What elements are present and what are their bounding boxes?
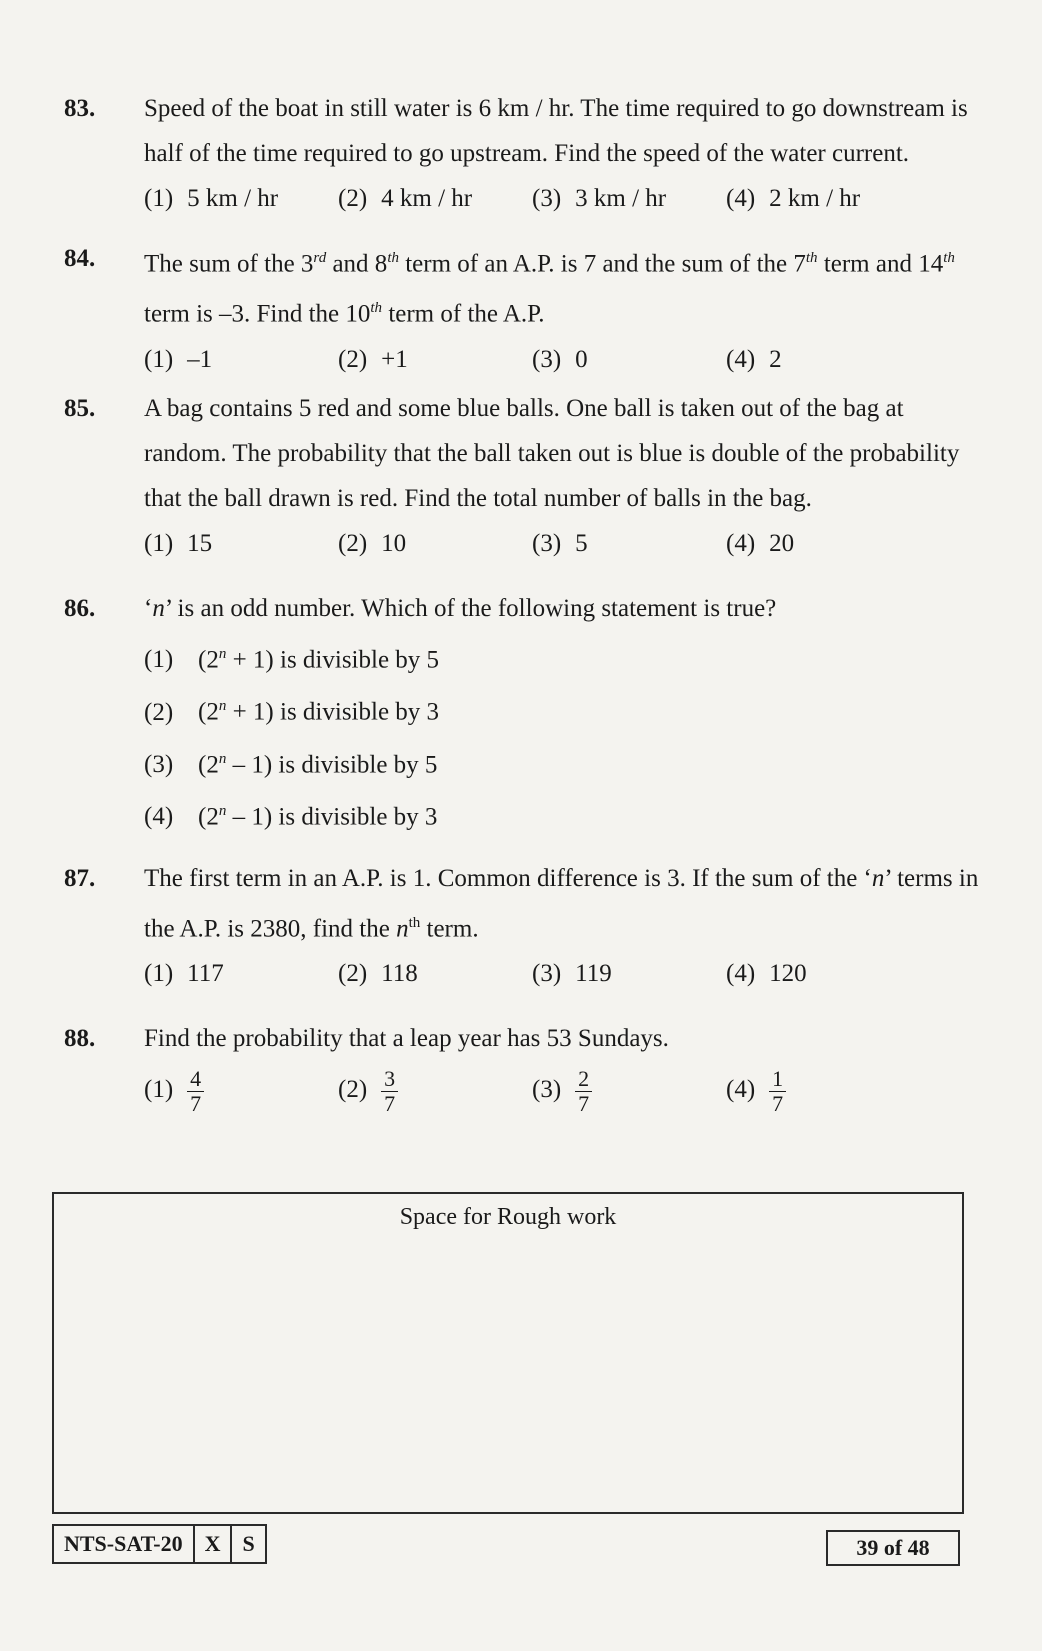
option-4[interactable] xyxy=(726,176,860,221)
section-code: S xyxy=(230,1526,264,1562)
question-text: Speed of the boat in still water is 6 km / hr. The time required to go downstream is half of the time required to go upstream. Find the speed of the water current. xyxy=(144,95,968,167)
denominator: 7 xyxy=(190,1091,202,1116)
denominator: 7 xyxy=(384,1091,396,1116)
option-label: (3) xyxy=(532,530,562,557)
option-label: (3) xyxy=(532,185,562,212)
question-number: 87. xyxy=(64,865,96,892)
option-2[interactable] xyxy=(338,176,472,221)
rough-work-title: Space for Rough work xyxy=(399,1204,617,1230)
question-text: Find the probability that a leap year has 53 Sundays. xyxy=(144,1025,669,1052)
option-label: (1) xyxy=(144,345,174,373)
variable: n xyxy=(152,595,165,622)
question-85 xyxy=(64,386,984,567)
expr-tail: + 1) is divisible by 5 xyxy=(226,646,440,674)
option-value: 118 xyxy=(381,960,418,988)
variable: n xyxy=(396,915,409,943)
superscript: th xyxy=(943,250,955,266)
question-88 xyxy=(64,1016,984,1137)
superscript: th xyxy=(805,250,818,266)
question-number: 83. xyxy=(64,95,96,122)
option-value: 5 km / hr xyxy=(187,185,279,212)
option-4[interactable] xyxy=(726,951,807,996)
option-value: 2 km / hr xyxy=(769,185,861,212)
fraction xyxy=(769,1067,786,1116)
fraction xyxy=(187,1067,204,1116)
exponent: n xyxy=(218,646,227,662)
option-value: 10 xyxy=(381,530,407,557)
option-value: 2 xyxy=(769,345,782,373)
option-4[interactable] xyxy=(726,337,782,382)
option-4[interactable] xyxy=(726,521,794,566)
option-value: 20 xyxy=(769,530,795,557)
question-84 xyxy=(64,236,984,383)
question-number: 84. xyxy=(64,245,96,272)
denominator: 7 xyxy=(772,1091,784,1116)
text-part: ’ is an odd number. Which of the following statement is true? xyxy=(164,595,777,622)
option-label: (2) xyxy=(338,1076,368,1104)
footer-code-box xyxy=(52,1524,267,1564)
option-label: (4) xyxy=(726,345,756,373)
page-number: 39 of 48 xyxy=(826,1530,960,1566)
text-part: The first term in an A.P. is 1. Common difference is 3. If the sum of the ‘ xyxy=(144,865,872,892)
option-value: 3 km / hr xyxy=(575,185,667,212)
numerator: 1 xyxy=(769,1067,786,1092)
expr-base: (2 xyxy=(198,698,219,726)
text-part: ’ terms in the A.P. is 2380, find the xyxy=(144,865,979,943)
option-value: 15 xyxy=(187,530,213,557)
paper-code: NTS-SAT-20 xyxy=(64,1531,183,1556)
option-label: (1) xyxy=(144,530,174,557)
question-text xyxy=(144,586,984,631)
expr-tail: + 1) is divisible by 3 xyxy=(226,698,440,726)
class-code: X xyxy=(193,1526,231,1562)
option-4[interactable] xyxy=(144,788,984,840)
option-1[interactable] xyxy=(144,337,212,382)
options-row xyxy=(144,521,984,567)
expr-tail: – 1) is divisible by 3 xyxy=(226,803,438,831)
option-label: (3) xyxy=(144,750,174,778)
superscript: th xyxy=(370,300,383,317)
superscript: th xyxy=(408,915,421,931)
option-label: (4) xyxy=(726,185,756,212)
options-row xyxy=(144,951,984,997)
option-3[interactable] xyxy=(532,1067,592,1116)
denominator: 7 xyxy=(578,1091,590,1116)
exponent: n xyxy=(218,698,227,715)
option-label: (2) xyxy=(338,185,368,212)
option-value: –1 xyxy=(187,345,213,373)
option-label: (1) xyxy=(144,185,174,212)
option-1[interactable] xyxy=(144,631,984,683)
option-label: (3) xyxy=(532,960,562,988)
option-label: (4) xyxy=(726,960,756,988)
numerator: 3 xyxy=(381,1067,398,1092)
text-part: term of an A.P. is 7 and the sum of the 7 xyxy=(398,250,806,278)
option-value: +1 xyxy=(381,345,408,373)
numerator: 2 xyxy=(575,1067,592,1092)
option-label: (4) xyxy=(144,803,174,831)
option-label: (3) xyxy=(532,345,562,373)
option-value: 119 xyxy=(575,960,612,988)
question-text xyxy=(144,856,984,951)
option-value: 120 xyxy=(769,960,807,988)
expr-base: (2 xyxy=(198,803,219,831)
option-3[interactable] xyxy=(532,337,588,382)
option-3[interactable] xyxy=(532,176,666,221)
expr-base: (2 xyxy=(198,646,219,674)
option-1[interactable] xyxy=(144,951,224,996)
text-part: term and 14 xyxy=(817,250,944,278)
option-4[interactable] xyxy=(726,1067,786,1116)
option-label: (1) xyxy=(144,960,174,988)
option-label: (3) xyxy=(532,1076,562,1104)
option-3[interactable] xyxy=(532,521,588,566)
question-86 xyxy=(64,586,984,840)
text-part: The sum of the 3 xyxy=(144,250,314,278)
options-row xyxy=(144,1067,984,1137)
option-2[interactable] xyxy=(338,1067,398,1116)
text-part: term is –3. Find the 10 xyxy=(144,300,371,328)
question-number: 88. xyxy=(64,1025,96,1052)
fraction xyxy=(575,1067,592,1116)
variable: n xyxy=(871,865,885,892)
fraction xyxy=(381,1067,398,1116)
options-row xyxy=(144,176,984,222)
option-3[interactable] xyxy=(144,736,984,788)
option-2[interactable] xyxy=(144,683,984,735)
question-text xyxy=(144,236,984,337)
text-part: term. xyxy=(420,915,479,943)
question-text: A bag contains 5 red and some blue balls. One ball is taken out of the bag at random. The probability that the ball taken out is blue is double of the probability that the ball drawn is red. Find the total number of balls in the bag. xyxy=(144,395,960,512)
rough-work-box[interactable] xyxy=(52,1192,964,1514)
question-number: 85. xyxy=(64,395,96,422)
exponent: n xyxy=(218,802,227,819)
option-3[interactable] xyxy=(532,951,612,996)
option-label: (2) xyxy=(338,960,368,988)
option-2[interactable] xyxy=(338,337,408,382)
superscript: rd xyxy=(313,250,327,266)
text-part: and 8 xyxy=(326,250,388,278)
option-label: (4) xyxy=(726,1076,756,1104)
question-87 xyxy=(64,856,984,997)
question-83 xyxy=(64,86,984,222)
expr-tail: – 1) is divisible by 5 xyxy=(226,750,438,778)
option-label: (1) xyxy=(144,1076,174,1104)
expr-base: (2 xyxy=(198,750,219,778)
option-value: 117 xyxy=(187,960,224,988)
option-label: (2) xyxy=(338,530,368,557)
options-row xyxy=(144,337,984,383)
option-label: (1) xyxy=(144,646,174,674)
option-value: 0 xyxy=(575,345,588,373)
option-1[interactable] xyxy=(144,1067,204,1116)
option-value: 4 km / hr xyxy=(381,185,473,212)
exponent: n xyxy=(218,750,227,767)
option-label: (4) xyxy=(726,530,756,557)
option-label: (2) xyxy=(144,698,174,726)
option-label: (2) xyxy=(338,345,368,373)
superscript: th xyxy=(387,250,399,266)
question-number: 86. xyxy=(64,595,96,622)
text-part: ‘ xyxy=(144,595,153,622)
option-1[interactable] xyxy=(144,176,278,221)
numerator: 4 xyxy=(187,1067,204,1092)
option-2[interactable] xyxy=(338,521,406,566)
option-2[interactable] xyxy=(338,951,418,996)
option-1[interactable] xyxy=(144,521,212,566)
option-value: 5 xyxy=(575,530,588,557)
text-part: term of the A.P. xyxy=(382,300,545,328)
